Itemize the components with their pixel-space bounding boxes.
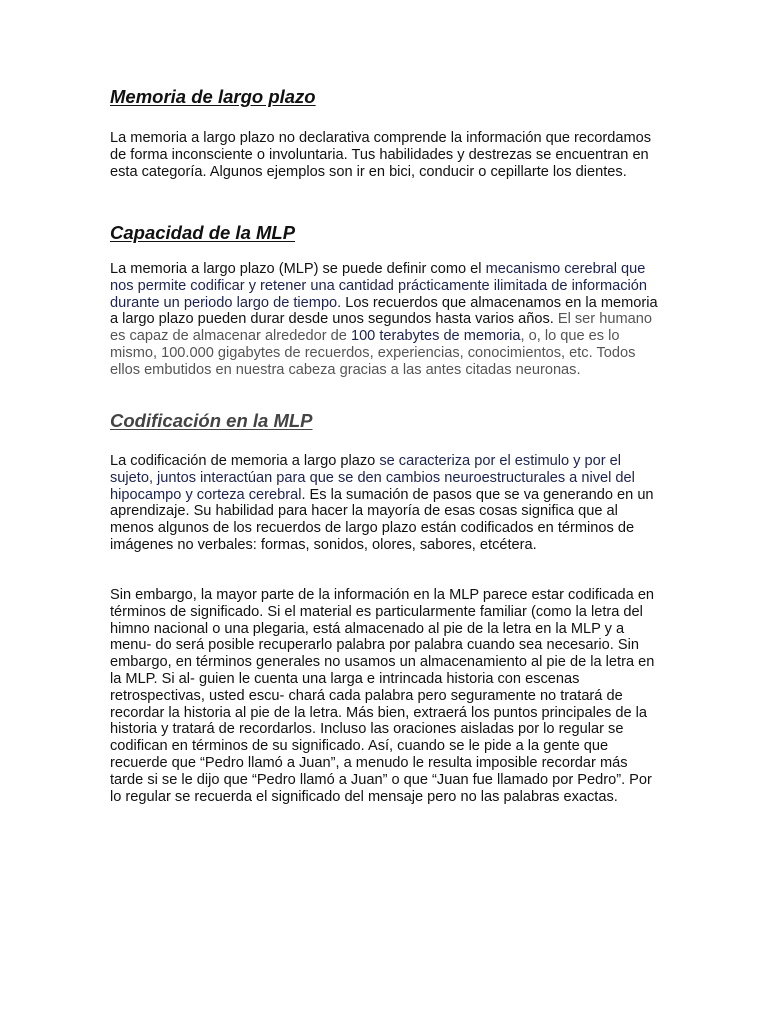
paragraph-codificacion-significado: [110, 587, 660, 805]
text-run: 100 terabytes de memoria: [350, 328, 521, 345]
text-run: , o, lo que es lo mismo, 100.000 gigabytes de recuerdos, experiencias, conocimientos, etc. Todos ellos embutidos en nuestra cabeza gracias a las antes citadas neuronas.: [110, 328, 636, 378]
text-run: . Es la sumación de pasos que se va generando en un aprendizaje. Su habilidad para hacer la mayoría de esas cosas significa que al menos algunos de los recuerdos de largo plazo están codificados en términos de imágenes no verbales: formas, sonidos, olores, sabores, etcétera.: [110, 486, 654, 553]
heading-memoria-largo-plazo: Memoria de largo plazo: [110, 86, 316, 107]
heading-codificacion-mlp: Codificación en la MLP: [110, 410, 313, 431]
heading-capacidad-mlp: Capacidad de la MLP: [110, 222, 296, 243]
text-run: se caracteriza por el estimulo y por el sujeto, juntos interactúan para que se den cambios neuroestructurales a nivel del hipocampo y corteza cerebral: [110, 453, 635, 503]
text-run: La memoria a largo plazo (MLP) se puede definir como el: [110, 261, 486, 277]
text-run: Sin embargo, la mayor parte de la información en la MLP parece estar codificada en términos de significado. Si el material es particularmente familiar (como la letra del himno nacional o una plegaria, está almacenado al pie de la letra en la MLP y a menu- do será posible recuperarlo palabra por palabra cuando sea necesario. Sin embargo, en términos generales no usamos un almacenamiento al pie de la letra en la MLP. Si al- guien le cuenta una larga e intrincada historia con escenas retrospectivas, usted escu- chará cada palabra pero seguramente no tratará de recordar la historia al pie de la letra. Más bien, extraerá los puntos principales de la historia y tratará de recordarlos. Incluso las oraciones aisladas por lo regular se codifican en términos de su significado. Así, cuando se le pide a la gente que recuerde que “Pedro llamó a Juan”, a menudo le resulta imposible recordar más tarde si se le dijo que “Pedro llamó a Juan” o que “Juan fue llamado por Pedro”. Por lo regular se recuerda el significado del mensaje pero no las palabras exactas.: [110, 587, 655, 805]
paragraph-capacidad-mlp: [110, 261, 660, 379]
text-run: La memoria a largo plazo no declarativa comprende la información que recordamos de forma inconsciente o involuntaria. Tus habilidades y destrezas se encuentran en esta categoría. Algunos ejemplos son ir en bici, conducir o cepillarte los dientes.: [110, 130, 652, 180]
paragraph-codificacion-mlp: [110, 453, 660, 554]
text-run: Los recuerdos que almacenamos en la memoria a largo plazo pueden durar desde unos segundos hasta varios años.: [110, 294, 658, 328]
paragraph-memoria-no-declarativa: [110, 130, 660, 180]
text-run: El ser humano es capaz de almacenar alrededor de: [110, 311, 652, 345]
text-run: La codificación de memoria a largo plazo: [110, 453, 380, 469]
text-run: mecanismo cerebral que nos permite codificar y retener una cantidad prácticamente ilimitada de información durante un periodo largo de tiempo.: [110, 261, 647, 311]
